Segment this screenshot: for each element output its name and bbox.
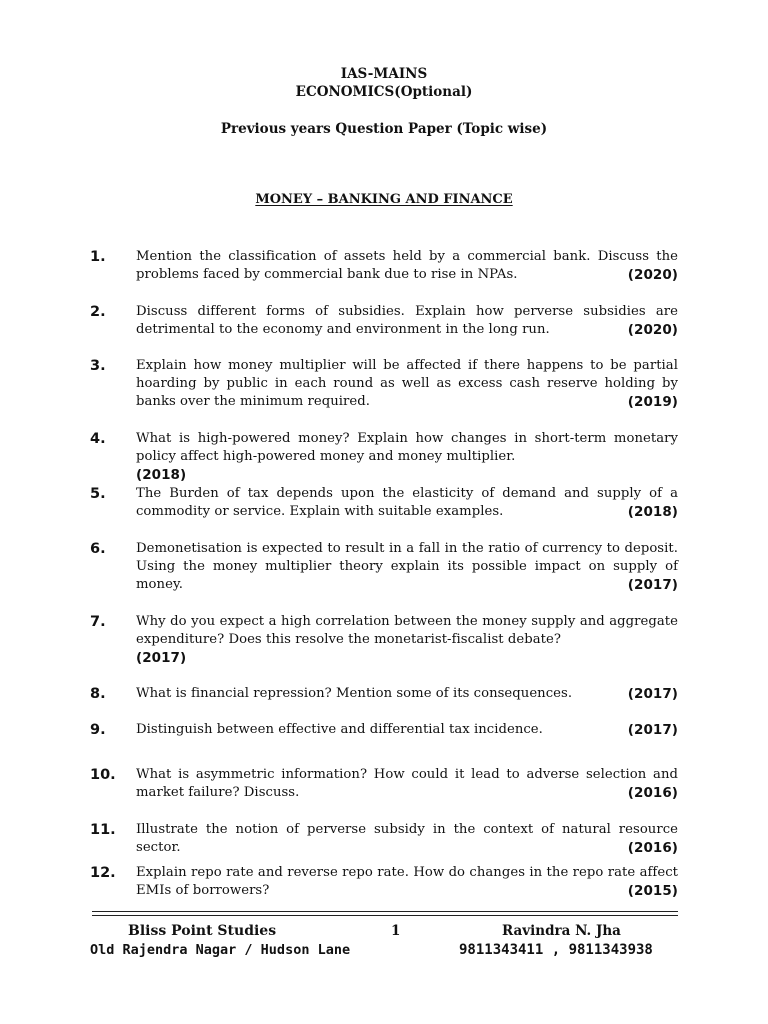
question-item [90,485,678,521]
question-number: 9. [90,722,106,738]
question-number: 5. [90,486,106,502]
question-text: The Burden of tax depends upon the elasticity of demand and supply of a commodity or service. Explain with suitable examples. (2018) [136,486,678,520]
question-text: Distinguish between effective and differential tax incidence. (2017) [136,722,678,738]
question-number: 6. [90,541,106,557]
question-text: Illustrate the notion of perverse subsidy in the context of natural resource sector. (2016) [136,822,678,856]
question-text: What is high-powered money? Explain how changes in short-term monetary policy affect high-powered money and money multiplier. (2018) [136,431,678,483]
question-item [90,766,678,802]
question-text: Why do you expect a high correlation between the money supply and aggregate expenditure? Does this resolve the monetarist-fiscalist debate? (2017) [136,614,678,666]
question-item [90,821,678,857]
question-year: (2017) [627,722,678,738]
question-year: (2017) [627,577,678,593]
question-text: What is asymmetric information? How could it lead to adverse selection and market failure? Discuss. (2016) [136,767,678,801]
question-item [90,685,678,703]
question-year: (2020) [627,322,678,338]
question-year: (2015) [627,883,678,899]
question-year: (2018) [627,504,678,520]
question-number: 7. [90,614,106,630]
footer-divider [92,915,678,916]
question-item [90,721,678,739]
footer-address: Old Rajendra Nagar / Hudson Lane [90,942,351,958]
paper-subtitle: Previous years Question Paper (Topic wise) [220,121,548,137]
footer-divider [92,911,678,912]
exam-title: IAS-MAINS [340,66,428,82]
page-number: 1 [391,923,401,939]
question-item [90,540,678,594]
question-text: Explain how money multiplier will be affected if there happens to be partial hoarding by public in each round as well as excess cash reserve holding by banks over the minimum required. (2019) [136,358,678,410]
question-number: 8. [90,686,106,702]
question-year: (2018) [136,467,187,483]
question-item [90,303,678,339]
question-text: Demonetisation is expected to result in a fall in the ratio of currency to deposit. Using the money multiplier theory explain its possible impact on supply of money. (2017) [136,541,678,593]
question-item [90,613,678,667]
question-number: 4. [90,431,106,447]
question-year: (2017) [627,686,678,702]
question-year: (2020) [627,267,678,283]
question-item [90,864,678,900]
question-text: Explain repo rate and reverse repo rate. How do changes in the repo rate affect EMIs of borrowers? (2015) [136,865,678,899]
section-heading [0,192,768,207]
question-item [90,430,678,484]
subject-title: ECONOMICS(Optional) [295,84,473,100]
question-number: 11. [90,822,116,838]
question-year: (2017) [136,650,187,666]
question-text: Discuss different forms of subsidies. Explain how perverse subsidies are detrimental to the economy and environment in the long run. (2020) [136,304,678,338]
question-text: Mention the classification of assets held by a commercial bank. Discuss the problems faced by commercial bank due to rise in NPAs. (2020) [136,249,678,283]
footer-phones: 9811343411 , 9811343938 [459,942,653,958]
question-number: 2. [90,304,106,320]
question-year: (2016) [627,785,678,801]
question-text: What is financial repression? Mention some of its consequences. (2017) [136,686,678,702]
question-year: (2016) [627,840,678,856]
question-item [90,248,678,284]
footer-institute: Bliss Point Studies [128,923,277,939]
question-year: (2019) [627,394,678,410]
question-number: 10. [90,767,116,783]
question-item [90,357,678,411]
question-number: 12. [90,865,116,881]
question-number: 3. [90,358,106,374]
question-number: 1. [90,249,106,265]
footer-author: Ravindra N. Jha [502,923,621,939]
section-title: MONEY – BANKING AND FINANCE [255,192,513,207]
